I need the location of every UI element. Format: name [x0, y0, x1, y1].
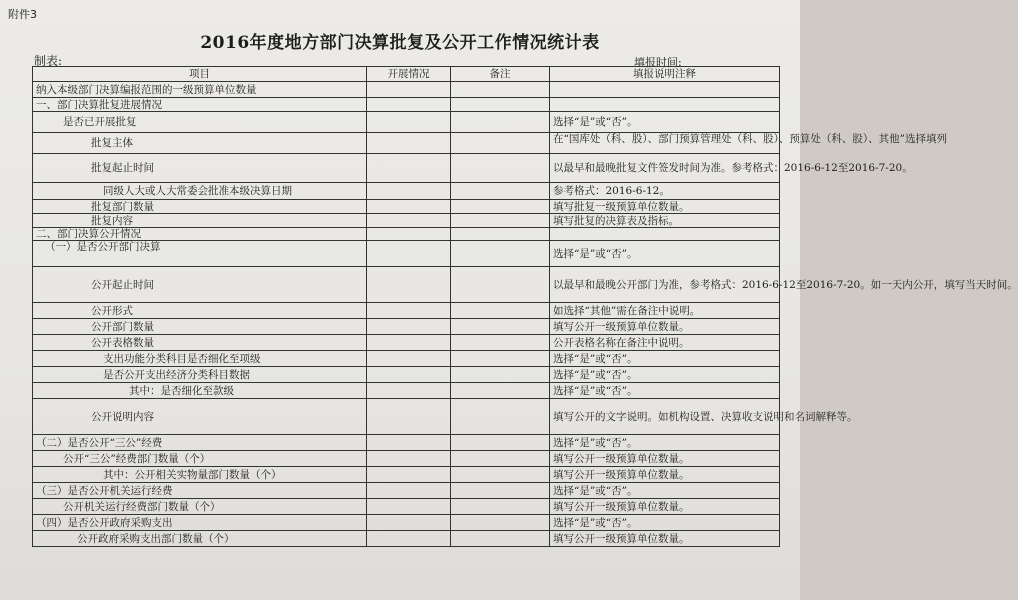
- row-item: 公开政府采购支出部门数量（个）: [33, 531, 367, 547]
- note-cell: 填写公开一级预算单位数量。: [550, 531, 780, 547]
- status-cell: [367, 200, 451, 214]
- note-cell: 填写公开一级预算单位数量。: [550, 499, 780, 515]
- row-item: 批复内容: [33, 214, 367, 228]
- remarks-cell: [451, 98, 550, 112]
- remarks-cell: [451, 267, 550, 303]
- note-cell: 填写公开一级预算单位数量。: [550, 467, 780, 483]
- section-heading: 一、部门决算批复进展情况: [33, 98, 367, 112]
- status-cell: [367, 112, 451, 133]
- remarks-cell: [451, 214, 550, 228]
- header-instructions: 填报说明注释: [550, 67, 780, 82]
- remarks-cell: [451, 183, 550, 200]
- table-row: [33, 112, 780, 133]
- status-cell: [367, 82, 451, 98]
- table-row: [33, 82, 780, 98]
- status-cell: [367, 335, 451, 351]
- status-cell: [367, 435, 451, 451]
- row-item: 是否公开支出经济分类科目数据: [33, 367, 367, 383]
- note-cell: 选择“是”或“否”。: [550, 112, 780, 133]
- remarks-cell: [451, 467, 550, 483]
- section-heading: 二、部门决算公开情况: [33, 228, 367, 241]
- note-cell: 选择“是”或“否”。: [550, 483, 780, 499]
- row-item: 批复主体: [33, 133, 367, 154]
- note-cell: 以最早和最晚批复文件签发时间为准。参考格式：2016-6-12至2016-7-20。: [550, 154, 780, 183]
- note-cell: 填写批复的决算表及指标。: [550, 214, 780, 228]
- status-cell: [367, 531, 451, 547]
- status-cell: [367, 499, 451, 515]
- row-item: 公开部门数量: [33, 319, 367, 335]
- note-cell: 选择“是”或“否”。: [550, 383, 780, 399]
- row-item: 同级人大或人大常委会批准本级决算日期: [33, 183, 367, 200]
- status-cell: [367, 451, 451, 467]
- note-cell: 选择“是”或“否”。: [550, 367, 780, 383]
- table-row: [33, 200, 780, 214]
- table-row: [33, 241, 780, 267]
- table-row: [33, 98, 780, 112]
- note-cell: 填写公开一级预算单位数量。: [550, 451, 780, 467]
- status-cell: [367, 467, 451, 483]
- note-cell: 选择“是”或“否”。: [550, 515, 780, 531]
- table-row: [33, 214, 780, 228]
- row-item: 其中：是否细化至款级: [33, 383, 367, 399]
- remarks-cell: [451, 483, 550, 499]
- table-row: [33, 351, 780, 367]
- status-cell: [367, 399, 451, 435]
- status-cell: [367, 241, 451, 267]
- note-cell: 填写公开一级预算单位数量。: [550, 319, 780, 335]
- table-row: [33, 319, 780, 335]
- remarks-cell: [451, 499, 550, 515]
- row-item: 批复起止时间: [33, 154, 367, 183]
- remarks-cell: [451, 531, 550, 547]
- table-row: [33, 267, 780, 303]
- status-cell: [367, 228, 451, 241]
- row-item: （三）是否公开机关运行经费: [33, 483, 367, 499]
- remarks-cell: [451, 515, 550, 531]
- status-cell: [367, 367, 451, 383]
- remarks-cell: [451, 112, 550, 133]
- table-row: [33, 335, 780, 351]
- note-cell: 选择“是”或“否”。: [550, 241, 780, 267]
- row-item: 支出功能分类科目是否细化至项级: [33, 351, 367, 367]
- table-row: [33, 183, 780, 200]
- note-cell: 选择“是”或“否”。: [550, 351, 780, 367]
- status-cell: [367, 214, 451, 228]
- table-row: [33, 499, 780, 515]
- note-cell: 以最早和最晚公开部门为准，参考格式：2016-6-12至2016-7-20。如一天内公开，填写当天时间。: [550, 267, 780, 303]
- remarks-cell: [451, 228, 550, 241]
- remarks-cell: [451, 451, 550, 467]
- status-cell: [367, 303, 451, 319]
- remarks-cell: [451, 241, 550, 267]
- table-row: [33, 515, 780, 531]
- status-cell: [367, 154, 451, 183]
- status-cell: [367, 383, 451, 399]
- table-row: [33, 383, 780, 399]
- status-cell: [367, 351, 451, 367]
- table-row: [33, 228, 780, 241]
- table-row: [33, 531, 780, 547]
- header-item: 项目: [33, 67, 367, 82]
- row-item: （二）是否公开“三公”经费: [33, 435, 367, 451]
- table-row: [33, 451, 780, 467]
- row-item: 其中：公开相关实物量部门数量（个）: [33, 467, 367, 483]
- header-remarks: 备注: [451, 67, 550, 82]
- note-cell: [550, 98, 780, 112]
- page-title: 2016年度地方部门决算批复及公开工作情况统计表: [200, 33, 600, 53]
- status-cell: [367, 515, 451, 531]
- maker-label: 制表:: [34, 54, 63, 68]
- status-cell: [367, 267, 451, 303]
- row-item: 公开形式: [33, 303, 367, 319]
- row-item: 公开说明内容: [33, 399, 367, 435]
- status-cell: [367, 483, 451, 499]
- row-item: 公开机关运行经费部门数量（个）: [33, 499, 367, 515]
- status-cell: [367, 133, 451, 154]
- fill-time-label: 填报时间:: [634, 56, 682, 69]
- table-row: [33, 399, 780, 435]
- table-header-row: [33, 67, 780, 82]
- note-cell: 公开表格名称在备注中说明。: [550, 335, 780, 351]
- remarks-cell: [451, 200, 550, 214]
- remarks-cell: [451, 335, 550, 351]
- remarks-cell: [451, 383, 550, 399]
- note-cell: 填写公开的文字说明。如机构设置、决算收支说明和名词解释等。: [550, 399, 780, 435]
- status-cell: [367, 183, 451, 200]
- row-item: （一）是否公开部门决算: [33, 241, 367, 267]
- remarks-cell: [451, 435, 550, 451]
- statistics-table: [32, 66, 1018, 547]
- row-item: 公开“三公”经费部门数量（个）: [33, 451, 367, 467]
- remarks-cell: [451, 319, 550, 335]
- table-row: [33, 367, 780, 383]
- row-item: 公开起止时间: [33, 267, 367, 303]
- note-cell: 选择“是”或“否”。: [550, 435, 780, 451]
- table-row: [33, 133, 780, 154]
- row-item: 公开表格数量: [33, 335, 367, 351]
- table-row: [33, 483, 780, 499]
- table-row: [33, 435, 780, 451]
- remarks-cell: [451, 133, 550, 154]
- note-cell: 参考格式：2016-6-12。: [550, 183, 780, 200]
- table-row: [33, 467, 780, 483]
- status-cell: [367, 319, 451, 335]
- remarks-cell: [451, 303, 550, 319]
- row-item: 批复部门数量: [33, 200, 367, 214]
- remarks-cell: [451, 82, 550, 98]
- note-cell: 如选择“其他”需在备注中说明。: [550, 303, 780, 319]
- note-cell: [550, 228, 780, 241]
- row-item: 纳入本级部门决算编报范围的一级预算单位数量: [33, 82, 367, 98]
- note-cell: [550, 82, 780, 98]
- remarks-cell: [451, 367, 550, 383]
- remarks-cell: [451, 351, 550, 367]
- remarks-cell: [451, 154, 550, 183]
- row-item: 是否已开展批复: [33, 112, 367, 133]
- status-cell: [367, 98, 451, 112]
- header-status: 开展情况: [367, 67, 451, 82]
- note-cell: 填写批复一级预算单位数量。: [550, 200, 780, 214]
- table-row: [33, 154, 780, 183]
- attachment-label: 附件3: [8, 8, 37, 21]
- table-row: [33, 303, 780, 319]
- remarks-cell: [451, 399, 550, 435]
- note-cell: 在“国库处（科、股）、部门预算管理处（科、股）、预算处（科、股）、其他”选择填列: [550, 133, 780, 154]
- row-item: （四）是否公开政府采购支出: [33, 515, 367, 531]
